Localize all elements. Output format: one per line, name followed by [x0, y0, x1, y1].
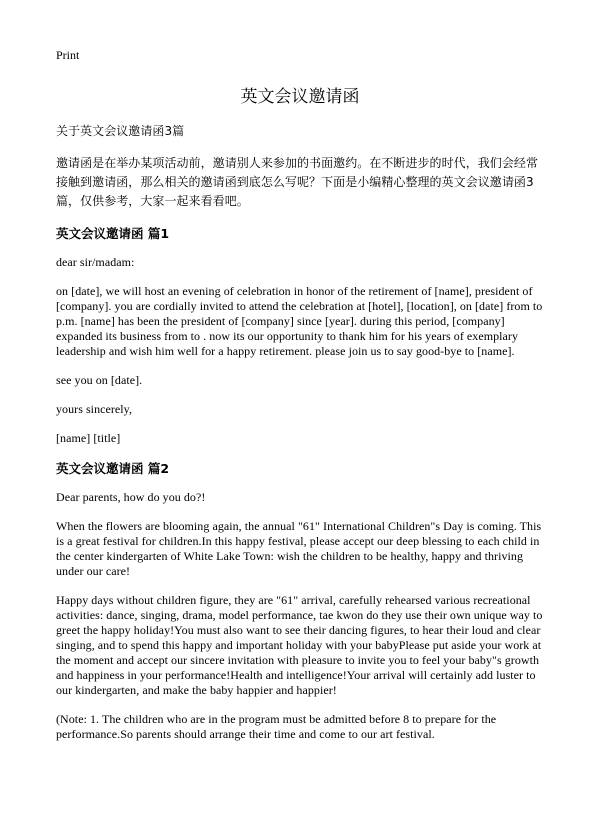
- section-2-heading: 英文会议邀请函 篇2: [56, 461, 170, 476]
- section-2-paragraph-2: Happy days without children figure, they are "61" arrival, carefully rehearsed various recreational activities: dance, singing, drama, model performance, tae kwon do they use their own unique way to greet the happy holiday!You must also want to see their dancing figures, to hear their loud and clear singing, and to spend this happy and important holiday with your babyPlease put aside your work at the moment and accept our sincere invitation with pleasure to invite you to feel your baby"s growth and happiness in your performance!Health and intelligence!Your arrival will certainly add luster to our kindergarten, and make the baby happier and happier!: [56, 593, 543, 697]
- document-subtitle: 关于英文会议邀请函3篇: [56, 124, 185, 138]
- document-title: 英文会议邀请函: [240, 87, 360, 107]
- section-1-closing: yours sincerely,: [56, 402, 132, 416]
- section-1-salutation: dear sir/madam:: [56, 255, 135, 269]
- section-2-note: (Note: 1. The children who are in the program must be admitted before 8 to prepare for the performance.So parents should arrange their time and come to our art festival.: [56, 712, 497, 741]
- section-1-see-you: see you on [date].: [56, 373, 143, 387]
- section-1-heading: 英文会议邀请函 篇1: [56, 226, 170, 241]
- section-1-body: on [date], we will host an evening of celebration in honor of the retirement of [name], president of [company]. you are cordially invited to attend the celebration at [hotel], [location], on [date] from to p.m. [name] has been the president of [company] since [year]. during this period, [company] expanded its business from to . now its our opportunity to thank him for his years of exemplary leadership and wish him well for a happy retirement. please join us to say good-bye to [name].: [56, 284, 543, 358]
- intro-paragraph: 邀请函是在举办某项活动前，邀请别人来参加的书面邀约。在不断进步的时代，我们会经常接触到邀请函，那么相关的邀请函到底怎么写呢？下面是小编精心整理的英文会议邀请函3篇，仅供参考，大家一起来看看吧。: [56, 156, 539, 208]
- print-link[interactable]: Print: [56, 48, 80, 62]
- section-2-paragraph-1: When the flowers are blooming again, the annual "61" International Children"s Day is coming. This is a great festival for children.In this happy festival, please accept our deep blessing to each child in the center kindergarten of White Lake Town: wish the children to be healthy, happy and thriving under our care!: [56, 519, 542, 578]
- section-1-signature: [name] [title]: [56, 431, 121, 445]
- section-2-salutation: Dear parents, how do you do?!: [56, 490, 206, 504]
